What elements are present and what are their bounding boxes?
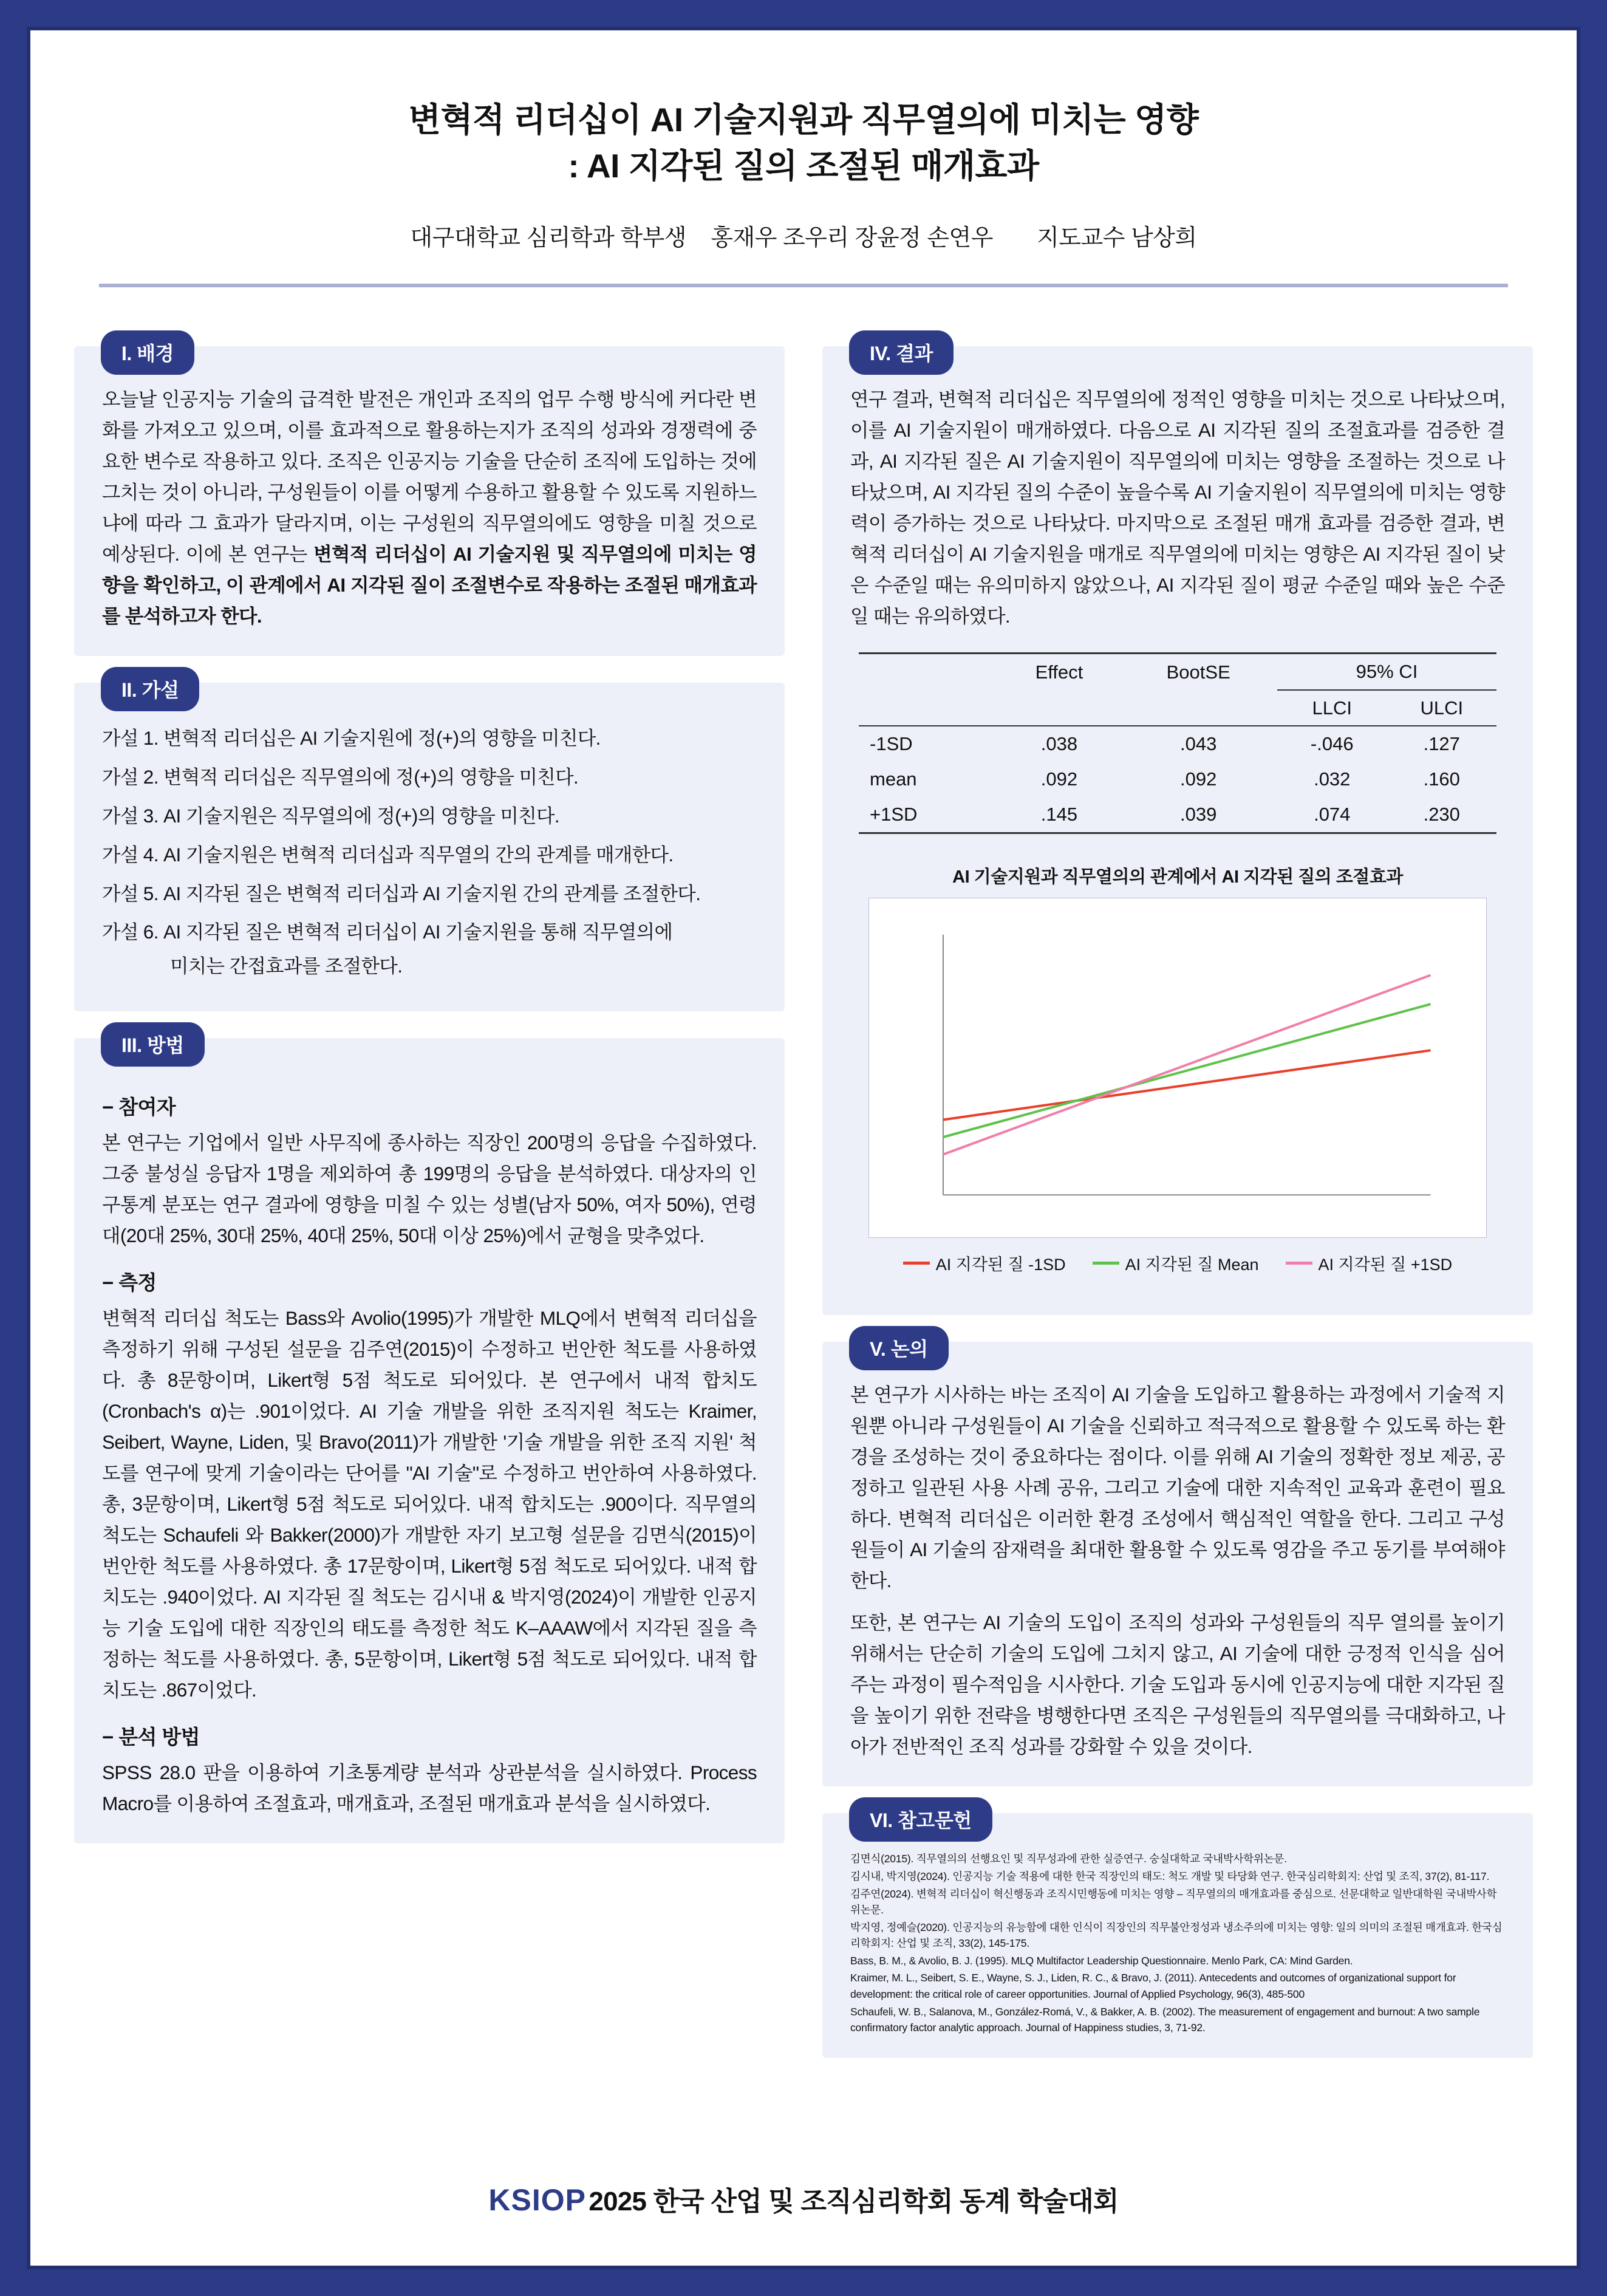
method-subhead-analysis: − 분석 방법 <box>102 1726 200 1749</box>
ksiop-logo: KSIOP <box>488 2183 586 2217</box>
section-tag-hypothesis: II. 가설 <box>101 667 199 711</box>
poster <box>27 27 1580 2269</box>
title-line-2: : AI 지각된 질의 조절된 매개효과 <box>568 146 1039 185</box>
moderation-chart <box>850 845 1505 1291</box>
method-analysis-text: SPSS 28.0 판을 이용하여 기초통계량 분석과 상관분석을 실시하였다. Process Macro를 이용하여 조절효과, 매개효과, 조절된 매개효과 분석을 실시하였다. <box>102 1761 757 1815</box>
background-text-emphasis: 변혁적 리더십이 AI 기술지원 및 직무열의에 미치는 영향을 확인하고, 이 관계에서 AI 지각된 질이 조절변수로 작용하는 조절된 매개효과를 분석하고자 한다. <box>102 543 757 627</box>
table-cell-effect: .038 <box>1040 733 1078 755</box>
legend-label-low: AI 지각된 질 -1SD <box>935 1256 1066 1274</box>
table-row <box>859 762 1496 797</box>
legend-label-mean: AI 지각된 질 Mean <box>1125 1256 1259 1274</box>
list-item: 가설 6. AI 지각된 질은 변혁적 리더십이 AI 기술지원을 통해 직무열의에 <box>102 921 673 943</box>
list-item: 가설 5. AI 지각된 질은 변혁적 리더십과 AI 기술지원 간의 관계를 조절한다. <box>102 882 701 904</box>
table-cell-bootse: .039 <box>1119 797 1277 833</box>
left-column <box>74 343 785 2085</box>
section-background <box>74 343 785 656</box>
legend-swatch-low <box>903 1262 930 1265</box>
list-item-continuation: 미치는 간접효과를 조절한다. <box>170 955 403 977</box>
background-text-part1: 오늘날 인공지능 기술의 급격한 발전은 개인과 조직의 업무 수행 방식에 커다란 변화를 가져오고 있으며, 이를 효과적으로 활용하는지가 조직의 성과와 경쟁력에 중요한 변수로 작용하고 있다. 조직은 인공지능 기술을 단순히 조직에 도입하는 것에 그치는 것이 아니라, 구성원들이 이를 어떻게 수용하고 활용할 수 있도록 지원하느냐에 따라 그 효과가 달라지며, 이는 구성원의 직무열의에도 영향을 미칠 것으로 예상된다. 이에 본 연구는 <box>102 388 757 565</box>
legend-item-mean <box>1093 1251 1259 1275</box>
table-cell-ulci: .127 <box>1423 733 1460 755</box>
table-header-bootse: BootSE <box>1119 654 1277 691</box>
student-authors: 홍재우 조우리 장윤정 손연우 <box>711 225 993 251</box>
section-results <box>822 343 1533 1315</box>
section-discussion <box>822 1338 1533 1786</box>
table-cell-llci: -.046 <box>1310 733 1354 755</box>
footer-text: 2025 한국 산업 및 조직심리학회 동계 학술대회 <box>589 2187 1119 2216</box>
table-cell-ulci: .160 <box>1423 768 1460 790</box>
title-line-1: 변혁적 리더십이 AI 기술지원과 직무열의에 미치는 영향 <box>408 101 1199 138</box>
list-item: 김주연(2024). 변혁적 리더십이 혁신행동과 조직시민행동에 미치는 영향 – 직무열의의 매개효과를 중심으로. 선문대학교 일반대학원 국내박사학위논문. <box>850 1887 1497 1916</box>
list-item: 가설 4. AI 기술지원은 변혁적 리더십과 직무열의 간의 관계를 매개한다. <box>102 843 674 866</box>
page-title <box>30 97 1577 190</box>
background-text <box>102 384 757 632</box>
method-subhead-measures: − 측정 <box>102 1271 157 1294</box>
table-cell-label: mean <box>870 768 917 790</box>
section-references <box>822 1809 1533 2058</box>
authors <box>30 219 1577 252</box>
table-cell-llci: .074 <box>1277 797 1387 833</box>
right-column <box>822 343 1533 2085</box>
section-tag-references: VI. 참고문헌 <box>849 1797 992 1842</box>
affiliation: 대구대학교 심리학과 학부생 <box>410 225 687 251</box>
table-header-blank <box>859 654 998 691</box>
list-item: Kraimer, M. L., Seibert, S. E., Wayne, S. J., Liden, R. C., & Bravo, J. (2011). Antecedents and outcomes of organizational support for development: the critical role of career opportunities. Journal of Applied Psychology, 96(3), 485-500 <box>850 1972 1456 2001</box>
legend-swatch-high <box>1286 1262 1312 1265</box>
section-tag-method: III. 방법 <box>101 1022 205 1067</box>
list-item: 가설 3. AI 기술지원은 직무열의에 정(+)의 영향을 미친다. <box>102 804 560 827</box>
section-tag-results: IV. 결과 <box>849 330 954 375</box>
list-item: 가설 1. 변혁적 리더십은 AI 기술지원에 정(+)의 영향을 미친다. <box>102 727 601 750</box>
chart-svg <box>869 898 1486 1237</box>
table-header-llci: LLCI <box>1277 690 1387 726</box>
section-hypothesis <box>74 679 785 1011</box>
table-header-effect: Effect <box>998 654 1119 691</box>
poster-header <box>30 30 1577 287</box>
list-item: 가설 2. 변혁적 리더십은 직무열의에 정(+)의 영향을 미친다. <box>102 765 579 788</box>
chart-title: AI 기술지원과 직무열의의 관계에서 AI 지각된 질의 조절효과 <box>952 867 1403 887</box>
advisor: 지도교수 남상희 <box>1037 225 1197 251</box>
table-cell-ulci: .230 <box>1387 797 1496 833</box>
table-header-ci: 95% CI <box>1277 654 1496 691</box>
chart-legend <box>868 1251 1487 1275</box>
legend-item-low <box>903 1251 1066 1275</box>
list-item: 김면식(2015). 직무열의의 선행요인 및 직무성과에 관한 실증연구. 숭실대학교 국내박사학위논문. <box>850 1853 1287 1865</box>
legend-swatch-mean <box>1093 1262 1119 1265</box>
header-divider <box>99 284 1508 287</box>
list-item: 박지영, 정예슬(2020). 인공지능의 유능함에 대한 인식이 직장인의 직무불안정성과 냉소주의에 미치는 영향: 일의 의미의 조절된 매개효과. 한국심리학회지: 산업 및 조직, 33(2), 145-175. <box>850 1921 1503 1950</box>
table-cell-effect: .145 <box>998 797 1119 833</box>
section-tag-background: I. 배경 <box>101 330 194 375</box>
legend-item-high <box>1286 1251 1453 1275</box>
results-text: 연구 결과, 변혁적 리더십은 직무열의에 정적인 영향을 미치는 것으로 나타났으며, 이를 AI 기술지원이 매개하였다. 다음으로 AI 지각된 질의 조절효과를 검증한 결과, AI 지각된 질은 AI 기술지원이 직무열의에 미치는 영향을 조절하는 것으로 나타났으며, AI 지각된 질의 수준이 높을수록 AI 기술지원이 직무열의에 미치는 영향력이 증가하는 것으로 나타났다. 마지막으로 조절된 매개 효과를 검증한 결과, 변혁적 리더십이 AI 기술지원을 매개로 직무열의에 미치는 영향은 AI 지각된 질이 낮은 수준일 때는 유의미하지 않았으나, AI 지각된 질이 평균 수준일 때와 높은 수준일 때는 유의하였다. <box>850 388 1505 627</box>
table-header-spacer2 <box>998 690 1119 726</box>
chart-plot-area <box>868 898 1487 1238</box>
table-cell-llci: .032 <box>1314 768 1351 790</box>
content-columns <box>30 343 1577 2085</box>
hypothesis-list <box>102 720 757 985</box>
reference-list <box>850 1851 1505 2036</box>
list-item: Schaufeli, W. B., Salanova, M., González-Romá, V., & Bakker, A. B. (2002). The measurement of engagement and burnout: A two sample confirmatory factor analytic approach. Journal of Happiness studies, 3, 71-92. <box>850 2005 1480 2034</box>
results-table <box>859 652 1496 834</box>
table-row <box>859 797 1496 833</box>
method-subhead-participants: − 참여자 <box>102 1096 176 1119</box>
table-header-ulci: ULCI <box>1387 690 1496 726</box>
table-cell-bootse: .092 <box>1180 768 1217 790</box>
legend-label-high: AI 지각된 질 +1SD <box>1318 1256 1453 1274</box>
table-cell-label: +1SD <box>859 797 998 833</box>
method-measures-text: 변혁적 리더십 척도는 Bass와 Avolio(1995)가 개발한 MLQ에서 변혁적 리더십을 측정하기 위해 구성된 설문을 김주연(2015)이 수정하고 번안한 척도를 사용하였다. 총 8문항이며, Likert형 5점 척도로 되어있다. 본 연구에서 내적 합치도(Cronbach's α)는 .901이었다. AI 기술 개발을 위한 조직지원 척도는 Kraimer, Seibert, Wayne, Liden, 및 Bravo(2011)가 개발한 '기술 개발을 위한 조직 지원' 척도를 연구에 맞게 기술이라는 단어를 "AI 기술"로 수정하고 번안하여 사용하였다. 총, 3문항이며, Likert형 5점 척도로 되어있다. 내적 합치도는 .900이다. 직무열의 척도는 Schaufeli 와 Bakker(2000)가 개발한 자기 보고형 설문을 김면식(2015)이 번안한 척도를 사용하였다. 총 17문항이며, Likert형 5점 척도로 되어있다. 내적 합치도는 .940이었다. AI 지각된 질 척도는 김시내 & 박지영(2024)이 개발한 인공지능 기술 도입에 대한 직장인의 태도를 측정한 척도 K–AAAW에서 지각된 질을 측정하는 척도를 사용하였다. 총, 5문항이며, Likert형 5점 척도로 되어있다. 내적 합치도는 .867이었다. <box>102 1307 757 1701</box>
list-item: 김시내, 박지영(2024). 인공지능 기술 적용에 대한 한국 직장인의 태도: 척도 개발 및 타당화 연구. 한국심리학회지: 산업 및 조직, 37(2), 81-117. <box>850 1870 1490 1882</box>
table-cell-bootse: .043 <box>1180 733 1217 755</box>
table-cell-effect: .092 <box>1040 768 1078 790</box>
discussion-text-1: 본 연구가 시사하는 바는 조직이 AI 기술을 도입하고 활용하는 과정에서 기술적 지원뿐 아니라 구성원들이 AI 기술을 신뢰하고 적극적으로 활용할 수 있도록 하는 환경을 조성하는 것이 중요하다는 점이다. 이를 위해 AI 기술의 정확한 정보 제공, 공정하고 일관된 사용 사례 공유, 그리고 기술에 대한 지속적인 교육과 훈련이 필요하다. 변혁적 리더십은 이러한 환경 조성에서 핵심적인 역할을 한다. 그리고 구성원들이 AI 기술의 잠재력을 최대한 활용할 수 있도록 영감을 주고 동기를 부여해야 한다. <box>850 1384 1505 1592</box>
list-item: Bass, B. M., & Avolio, B. J. (1995). MLQ Multifactor Leadership Questionnaire. Menlo Park, CA: Mind Garden. <box>850 1954 1353 1967</box>
poster-footer <box>30 2179 1577 2218</box>
section-tag-discussion: V. 논의 <box>849 1326 949 1370</box>
method-participants-text: 본 연구는 기업에서 일반 사무직에 종사하는 직장인 200명의 응답을 수집하였다. 그중 불성실 응답자 1명을 제외하여 총 199명의 응답을 분석하였다. 대상자의 인구통계 분포는 연구 결과에 영향을 미칠 수 있는 성별(남자 50%, 여자 50%), 연령대(20대 25%, 30대 25%, 40대 25%, 50대 이상 25%)에서 균형을 맞추었다. <box>102 1132 757 1247</box>
section-method <box>74 1034 785 1843</box>
discussion-text-2: 또한, 본 연구는 AI 기술의 도입이 조직의 성과와 구성원들의 직무 열의를 높이기 위해서는 단순히 기술의 도입에 그치지 않고, AI 기술에 대한 긍정적 인식을 심어주는 과정이 필수적임을 시사한다. 기술 도입과 동시에 인공지능에 대한 지각된 질을 높이기 위한 전략을 병행한다면 조직은 구성원들의 직무열의를 극대화하고, 나아가 전반적인 조직 성과를 강화할 수 있을 것이다. <box>850 1611 1505 1758</box>
table-header-spacer3 <box>1119 690 1277 726</box>
table-row <box>859 726 1496 762</box>
table-header-spacer <box>859 690 998 726</box>
results-table-wrapper <box>859 652 1496 834</box>
table-cell-label: -1SD <box>870 733 913 755</box>
